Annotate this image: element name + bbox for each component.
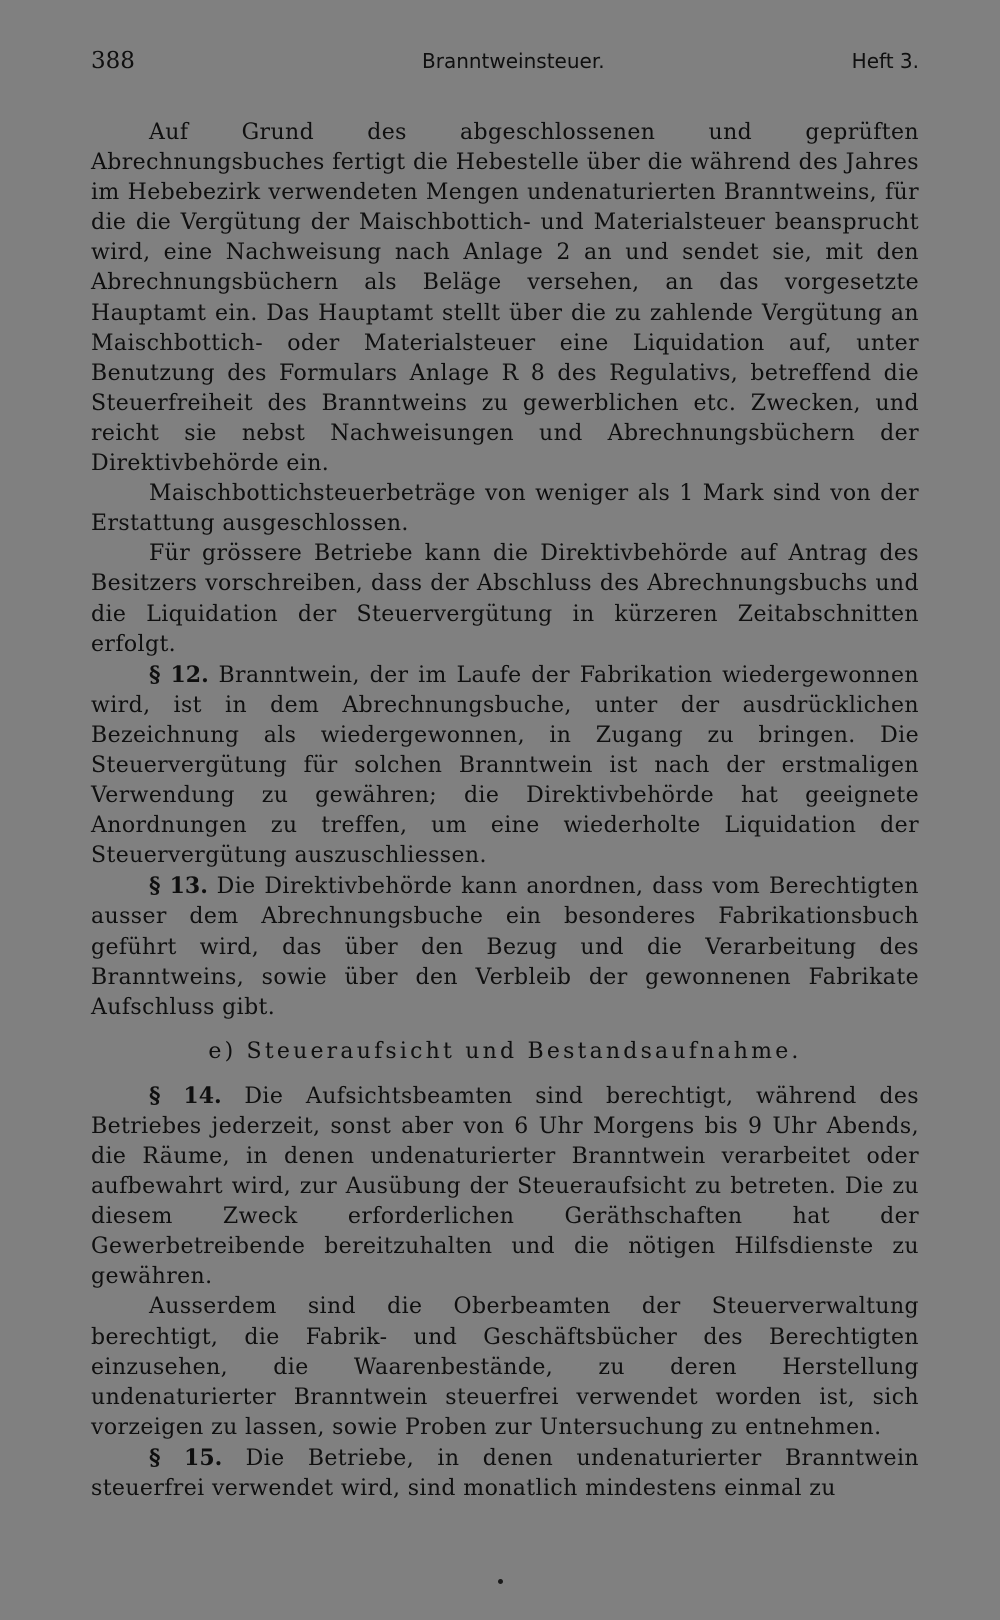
- paragraph: Ausserdem sind die Oberbeamten der Steuerverwaltung berechtigt, die Fabrik- und Geschäftsbücher des Berechtigten einzusehen, die Waarenbestände, zu deren Herstellung undenaturierter Branntwein steuerfrei verwendet worden ist, sich vorzeigen zu lassen, sowie Proben zur Untersuchung zu entnehmen.: [91, 1294, 919, 1440]
- ink-speck: [498, 1579, 503, 1584]
- section-12-paragraph: § 12. Branntwein, der im Laufe der Fabrikation wiedergewonnen wird, ist in dem Abrechnungsbuche, unter der ausdrücklichen Bezeichnung als wiedergewonnen, in Zugang zu bringen. Die Steuervergütung für solchen Branntwein ist nach der erstmaligen Verwendung zu gewähren; die Direktivbehörde hat geeignete Anordnungen zu treffen, um eine wiederholte Liquidation der Steuervergütung auszuschliessen.: [91, 661, 919, 869]
- paragraph: Auf Grund des abgeschlossenen und geprüften Abrechnungsbuches fertigt die Hebestelle über die während des Jahres im Hebebezirk verwendeten Mengen undenaturierten Branntweins, für die die Vergütung der Maischbottich- und Materialsteuer beansprucht wird, eine Nachweisung nach Anlage 2 an und sendet sie, mit den Abrechnungsbüchern als Beläge versehen, an das vorgesetzte Hauptamt ein. Das Hauptamt stellt über die zu zahlende Vergütung an Maischbottich- oder Materialsteuer eine Liquidation auf, unter Benutzung des Formulars Anlage R 8 des Regulativs, betreffend die Steuerfreiheit des Branntweins zu gewerblichen etc. Zwecken, und reicht sie nebst Nachweisungen und Abrechnungsbüchern der Direktivbehörde ein.: [91, 120, 919, 477]
- page-number: 388: [91, 48, 135, 74]
- section-marker: § 13.: [149, 873, 208, 900]
- running-title: Branntweinsteuer.: [422, 49, 605, 73]
- subheading: e) Steueraufsicht und Bestandsaufnahme.: [208, 1038, 802, 1064]
- page-header: [91, 48, 919, 92]
- section-14-paragraph: § 14. Die Aufsichtsbeamten sind berechtigt, während des Betriebes jederzeit, sonst aber von 6 Uhr Morgens bis 9 Uhr Abends, die Räume, in denen undenaturierter Branntwein verarbeitet oder aufbewahrt wird, zur Ausübung der Steueraufsicht zu betreten. Die zu diesem Zweck erforderlichen Geräthschaften hat der Gewerbetreibende bereitzuhalten und die nötigen Hilfsdienste zu gewähren.: [91, 1082, 919, 1290]
- section-13-paragraph: § 13. Die Direktivbehörde kann anordnen, dass vom Berechtigten ausser dem Abrechnungsbuche ein besonderes Fabrikationsbuch geführt wird, das über den Bezug und die Verarbeitung des Branntweins, sowie über den Verbleib der gewonnenen Fabrikate Aufschluss gibt.: [91, 873, 919, 1020]
- paragraph: Maischbottichsteuerbeträge von weniger als 1 Mark sind von der Erstattung ausgeschlossen.: [91, 481, 919, 537]
- section-marker: § 14.: [149, 1082, 222, 1109]
- book-page: [91, 48, 919, 1504]
- body-text: [91, 118, 919, 1504]
- issue-label: Heft 3.: [851, 49, 919, 73]
- section-15-paragraph: § 15. Die Betriebe, in denen undenaturierter Branntwein steuerfrei verwendet wird, sind monatlich mindestens einmal zu: [91, 1444, 919, 1502]
- section-marker: § 12.: [149, 661, 209, 688]
- section-marker: § 15.: [149, 1444, 223, 1471]
- paragraph: Für grössere Betriebe kann die Direktivbehörde auf Antrag des Besitzers vorschreiben, dass der Abschluss des Abrechnungsbuchs und die Liquidation der Steuervergütung in kürzeren Zeitabschnitten erfolgt.: [91, 541, 919, 657]
